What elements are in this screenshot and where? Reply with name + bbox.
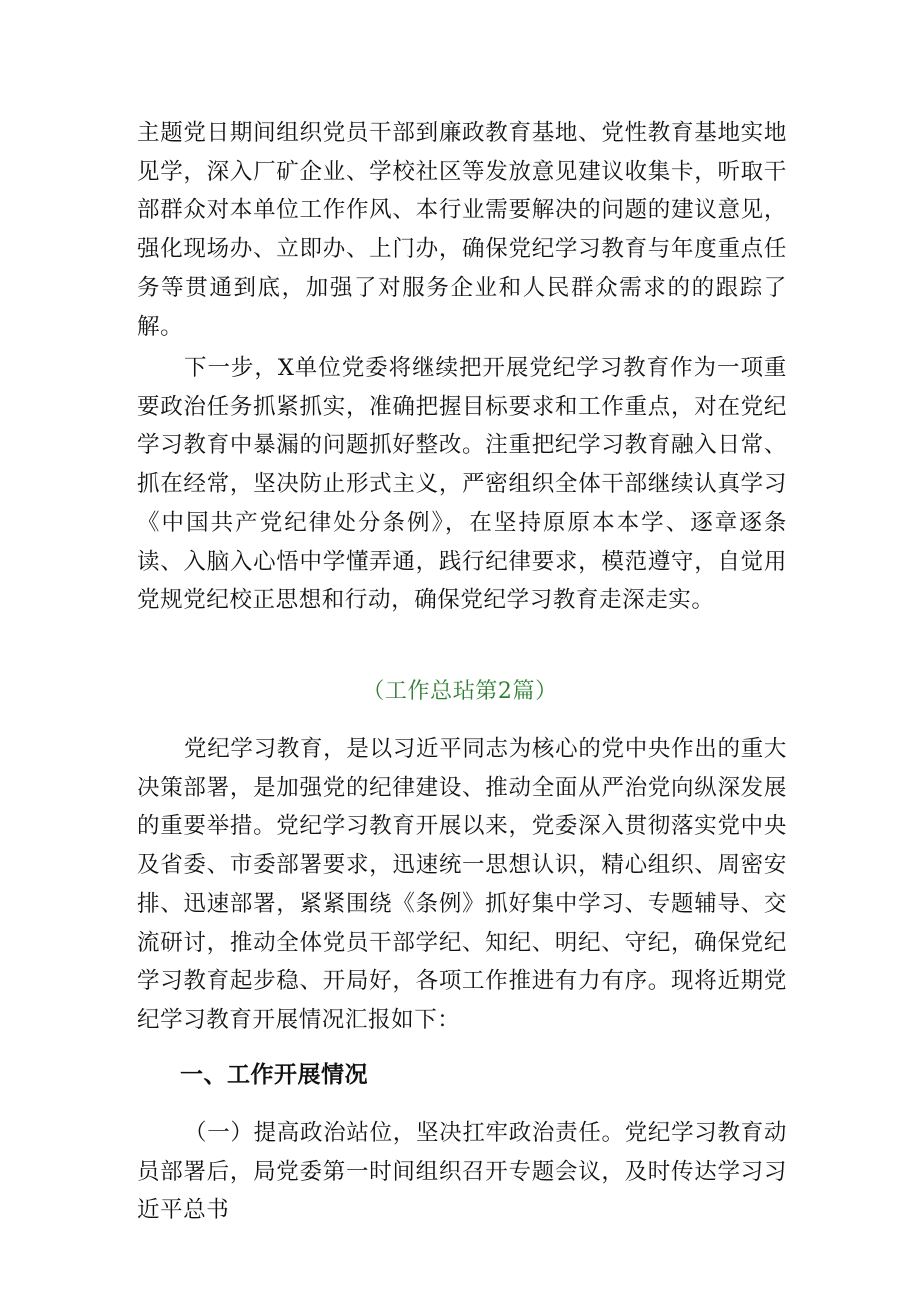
paragraph-3: 党纪学习教育，是以习近平同志为核心的党中央作出的重大决策部署，是加强党的纪律建设、推动全面从严治党向纵深发展的重要举措。党纪学习教育开展以来，党委深入贯彻落实党中央及省委、市委部署要求，迅速统一思想认识，精心组织、周密安排、迅速部署，紧紧围绕《条例》抓好集中学习、专题辅导、交流研讨，推动全体党员干部学纪、知纪、明纪、守纪，确保党纪学习教育起步稳、开局好，各项工作推进有力有序。现将近期党纪学习教育开展情况汇报如下： [137,736,787,1033]
paragraph-4: （一）提高政治站位，坚决扛牢政治责任。党纪学习教育动员部署后，局党委第一时间组织召开专题会议，及时传达学习习近平总书 [137,1120,787,1224]
paragraph-2: 下一步，X单位党委将继续把开展党纪学习教育作为一项重要政治任务抓紧抓实，准确把握目标要求和工作重点，对在党纪学习教育中暴漏的问题抓好整改。注重把纪学习教育融入日常、抓在经常，坚决防止形式主义，严密组织全体干部继续认真学习《中国共产党纪律处分条例》，在坚持原原本本学、逐章逐条读、入脑入心悟中学懂弄通，践行纪律要求，模范遵守，自觉用党规党纪校正思想和行动，确保党纪学习教育走深走实。 [137,355,787,614]
section-heading-1: 一、工作开展情况 [180,1062,368,1088]
section-subtitle: （工作总玷第2篇） [362,679,558,704]
paragraph-1: 主题党日期间组织党员干部到廉政教育基地、党性教育基地实地见学，深入厂矿企业、学校社区等发放意见建议收集卡，听取干部群众对本单位工作作风、本行业需要解决的问题的建议意见，强化现场办、立即办、上门办，确保党纪学习教育与年度重点任务等贯通到底，加强了对服务企业和人民群众需求的的跟踪了解。 [137,120,787,340]
